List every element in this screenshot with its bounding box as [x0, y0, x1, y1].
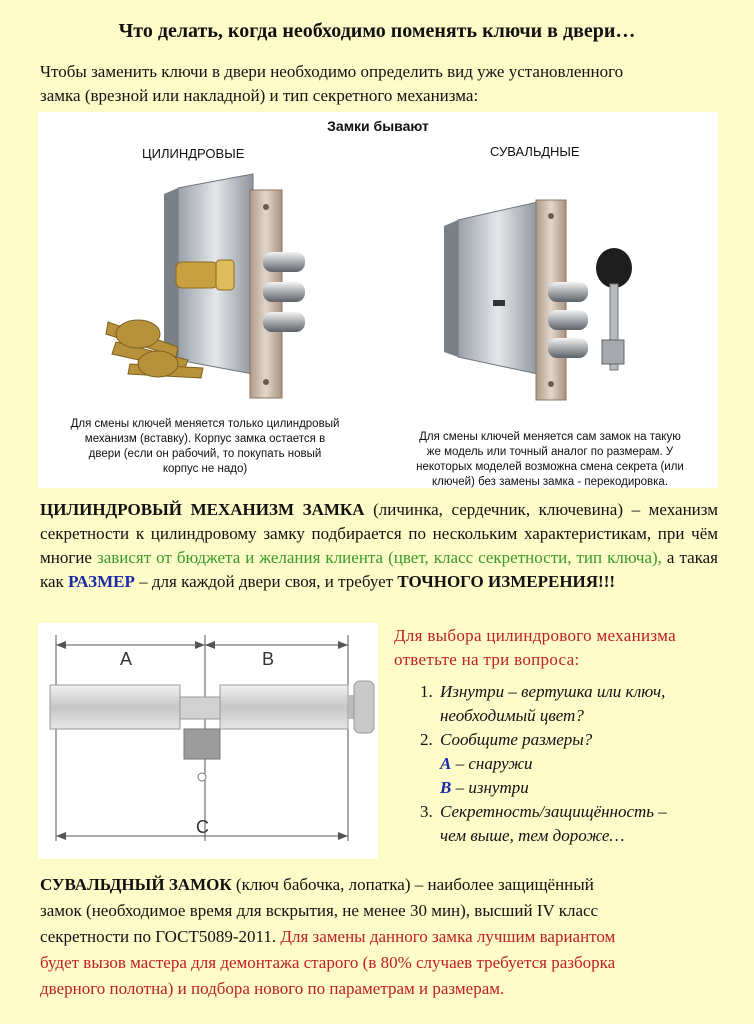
master-recommendation: Для замены данного замка лучшим вариантом — [280, 927, 616, 946]
question-item — [394, 800, 724, 824]
cylinder-lock-label: ЦИЛИНДРОВЫЕ — [142, 146, 245, 161]
question-text: Секретность/защищённость – — [440, 802, 667, 821]
cylinder-text: – для каждой двери своя, и — [139, 572, 334, 591]
question-text: чем выше, тем дороже… — [440, 826, 625, 845]
cylinder-lock-image — [106, 174, 305, 398]
lever-lock-label: СУВАЛЬДНЫЕ — [490, 144, 580, 159]
lever-text: секретности по ГОСТ5089-2011. — [40, 927, 277, 946]
size-b-letter: B — [440, 778, 452, 797]
caption-line: же модель или точный аналог по размерам. У — [426, 446, 674, 458]
caption-line: Для смены ключей меняется только цилиндровый — [70, 418, 340, 430]
question-text: Изнутри – вертушка или ключ, — [440, 682, 666, 701]
caption-line: корпус не надо) — [162, 463, 248, 475]
question-text: Сообщите размеры? — [440, 730, 593, 749]
locks-figure — [38, 112, 718, 488]
dimension-a-label: A — [120, 649, 133, 669]
intro-line: Чтобы заменить ключи в двери необходимо определить вид уже установленного — [40, 62, 624, 81]
cylinder-diagram — [38, 623, 378, 859]
size-a-row — [394, 752, 724, 776]
size-a-letter: A — [440, 754, 452, 773]
lever-text: (ключ бабочка, лопатка) – наиболее защищённый — [235, 875, 594, 894]
question-number: 2. — [420, 730, 433, 749]
intro-line: замка (врезной или накладной) и тип секретного механизма: — [40, 86, 479, 105]
cylinder-text: характеристикам, при чём многие — [40, 524, 719, 567]
budget-note: класс секретности, тип ключа), — [433, 548, 662, 567]
cylinder-aliases: (личинка, сердечник, ключевина) – — [373, 500, 641, 519]
caption-line: двери (если он рабочий, то покупать новый — [88, 448, 322, 460]
size-b-row — [394, 776, 724, 800]
locks-heading: Замки бывают — [327, 118, 429, 134]
cylinder-mechanism-paragraph — [40, 498, 718, 594]
caption-line: Для смены ключей меняется сам замок на такую — [419, 431, 681, 443]
size-b-text: – изнутри — [455, 778, 529, 797]
question-number: 1. — [420, 682, 433, 701]
exact-measure-note: ТОЧНОГО ИЗМЕРЕНИЯ!!! — [397, 572, 616, 591]
lever-text: замок (необходимое время для вскрытия, не менее 30 мин), высший IV класс — [40, 901, 599, 920]
caption-line: некоторых моделей возможна смена секрета (или — [416, 461, 684, 473]
lever-lock-image — [444, 200, 632, 400]
cylinder-text: механизм секретности к цилиндровому замку подбирается по нескольким — [40, 500, 718, 543]
size-word: РАЗМЕР — [68, 572, 135, 591]
cylinder-text: а такая как — [40, 548, 718, 591]
questions-heading: Для выбора цилиндрового механизма — [394, 626, 676, 645]
lever-heading: СУВАЛЬДНЫЙ ЗАМОК — [40, 875, 232, 894]
master-recommendation: дверного полотна) и подбора нового по параметрам и размерам. — [40, 979, 505, 998]
page-title: Что делать, когда необходимо поменять ключи в двери… — [118, 20, 636, 42]
dimension-b-label: B — [262, 649, 275, 669]
question-item — [394, 680, 724, 704]
question-item — [394, 728, 724, 752]
intro-text — [40, 60, 730, 108]
lever-lock-paragraph — [40, 872, 730, 1002]
questions-block — [394, 624, 724, 848]
cylinder-text: требует — [338, 572, 394, 591]
budget-note: зависят от бюджета и желания клиента (цвет, — [96, 548, 429, 567]
caption-line: механизм (вставку). Корпус замка остается в — [84, 433, 326, 445]
cylinder-heading: ЦИЛИНДРОВЫЙ МЕХАНИЗМ ЗАМКА — [40, 500, 365, 519]
master-recommendation: будет вызов мастера для демонтажа старого (в 80% случаев требуется разборка — [40, 953, 616, 972]
caption-line: ключей) без замены замка - перекодировка. — [431, 476, 669, 488]
question-text: необходимый цвет? — [440, 706, 584, 725]
size-a-text: – снаружи — [455, 754, 533, 773]
questions-heading: ответьте на три вопроса: — [394, 650, 580, 669]
question-number: 3. — [420, 802, 433, 821]
lever-lock-caption — [382, 430, 718, 490]
dimension-c-label: C — [196, 817, 209, 837]
cylinder-lock-caption — [40, 417, 370, 477]
